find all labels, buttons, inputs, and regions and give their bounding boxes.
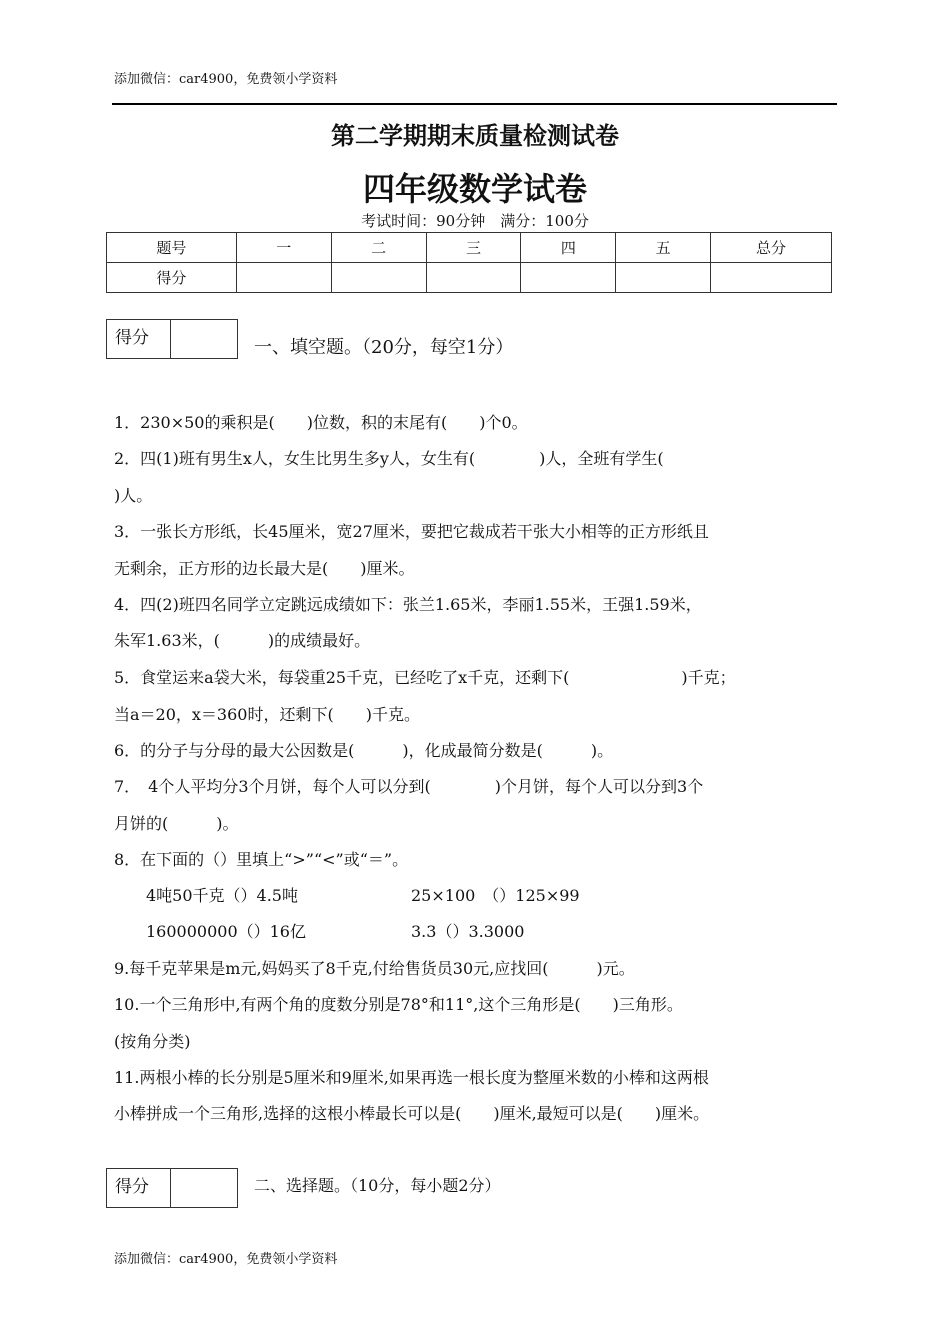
score-header-cell: 四 [521, 233, 616, 263]
question-line: 6．的分子与分母的最大公因数是( )，化成最简分数是( )。 [114, 741, 614, 760]
question-line: (按角分类) [114, 1032, 191, 1051]
question-line: 1．230×50的乘积是( )位数，积的末尾有( )个0。 [114, 413, 528, 432]
score-cell[interactable] [521, 263, 616, 293]
score-header-cell: 总分 [711, 233, 832, 263]
question-line: 朱军1.63米，( )的成绩最好。 [114, 631, 371, 650]
question-line: 无剩余，正方形的边长最大是( )厘米。 [114, 559, 415, 578]
question-line: )人。 [114, 486, 153, 505]
question-line: 当a＝20，x＝360时，还剩下( )千克。 [114, 705, 420, 724]
question-line: 10.一个三角形中,有两个角的度数分别是78°和11°,这个三角形是( )三角形。 [114, 995, 683, 1014]
score-header-cell: 题号 [107, 233, 237, 263]
question-line: 4．四(2)班四名同学立定跳远成绩如下：张兰1.65米，李丽1.55米，王强1.59米， [114, 595, 702, 614]
section1-score-label: 得分 [107, 320, 171, 358]
score-cell[interactable] [616, 263, 711, 293]
compare-item: 160000000（）16亿 [146, 922, 306, 941]
score-cell[interactable] [331, 263, 426, 293]
question-line: 小棒拼成一个三角形,选择的这根小棒最长可以是( )厘米,最短可以是( )厘米。 [114, 1104, 710, 1123]
score-header-cell: 二 [331, 233, 426, 263]
section1-score-box [106, 319, 238, 359]
score-row-label: 得分 [107, 263, 237, 293]
score-table-header-row [107, 233, 832, 263]
section2-heading: 二、选择题。（10分，每小题2分） [254, 1176, 501, 1195]
header-watermark: 添加微信：car4900，免费领小学资料 [114, 72, 338, 87]
score-header-cell: 一 [236, 233, 331, 263]
compare-item: 3.3（）3.3000 [411, 922, 525, 941]
header-divider [112, 103, 837, 105]
score-cell[interactable] [426, 263, 521, 293]
question-line: 8．在下面的（）里填上“>”“<”或“＝”。 [114, 850, 409, 869]
question-line: 2．四(1)班有男生x人，女生比男生多y人，女生有( )人，全班有学生( [114, 449, 664, 468]
score-cell[interactable] [711, 263, 832, 293]
exam-subtitle: 四年级数学试卷 [362, 170, 587, 208]
score-header-cell: 三 [426, 233, 521, 263]
section1-score-field[interactable] [171, 320, 237, 358]
question-line: 7． 4个人平均分3个月饼，每个人可以分到( )个月饼，每个人可以分到3个 [114, 777, 704, 796]
section1-heading: 一、填空题。（20分，每空1分） [254, 337, 514, 358]
exam-title: 第二学期期末质量检测试卷 [331, 121, 619, 150]
score-header-cell: 五 [616, 233, 711, 263]
footer-watermark: 添加微信：car4900，免费领小学资料 [114, 1252, 338, 1267]
score-table-score-row [107, 263, 832, 293]
compare-item: 25×100 （）125×99 [411, 886, 580, 905]
section2-score-label: 得分 [107, 1169, 171, 1207]
section2-score-field[interactable] [171, 1169, 237, 1207]
score-table [106, 232, 832, 293]
question-line: 月饼的( )。 [114, 814, 239, 833]
score-cell[interactable] [236, 263, 331, 293]
exam-meta: 考试时间：90分钟 满分：100分 [361, 212, 589, 230]
section2-score-box [106, 1168, 238, 1208]
question-line: 9.每千克苹果是m元,妈妈买了8千克,付给售货员30元,应找回( )元。 [114, 959, 635, 978]
question-line: 5．食堂运来a袋大米，每袋重25千克，已经吃了x千克，还剩下( )千克； [114, 668, 736, 687]
question-line: 3．一张长方形纸，长45厘米，宽27厘米，要把它裁成若干张大小相等的正方形纸且 [114, 522, 709, 541]
question-line: 11.两根小棒的长分别是5厘米和9厘米,如果再选一根长度为整厘米数的小棒和这两根 [114, 1068, 709, 1087]
compare-item: 4吨50千克（）4.5吨 [146, 886, 298, 905]
